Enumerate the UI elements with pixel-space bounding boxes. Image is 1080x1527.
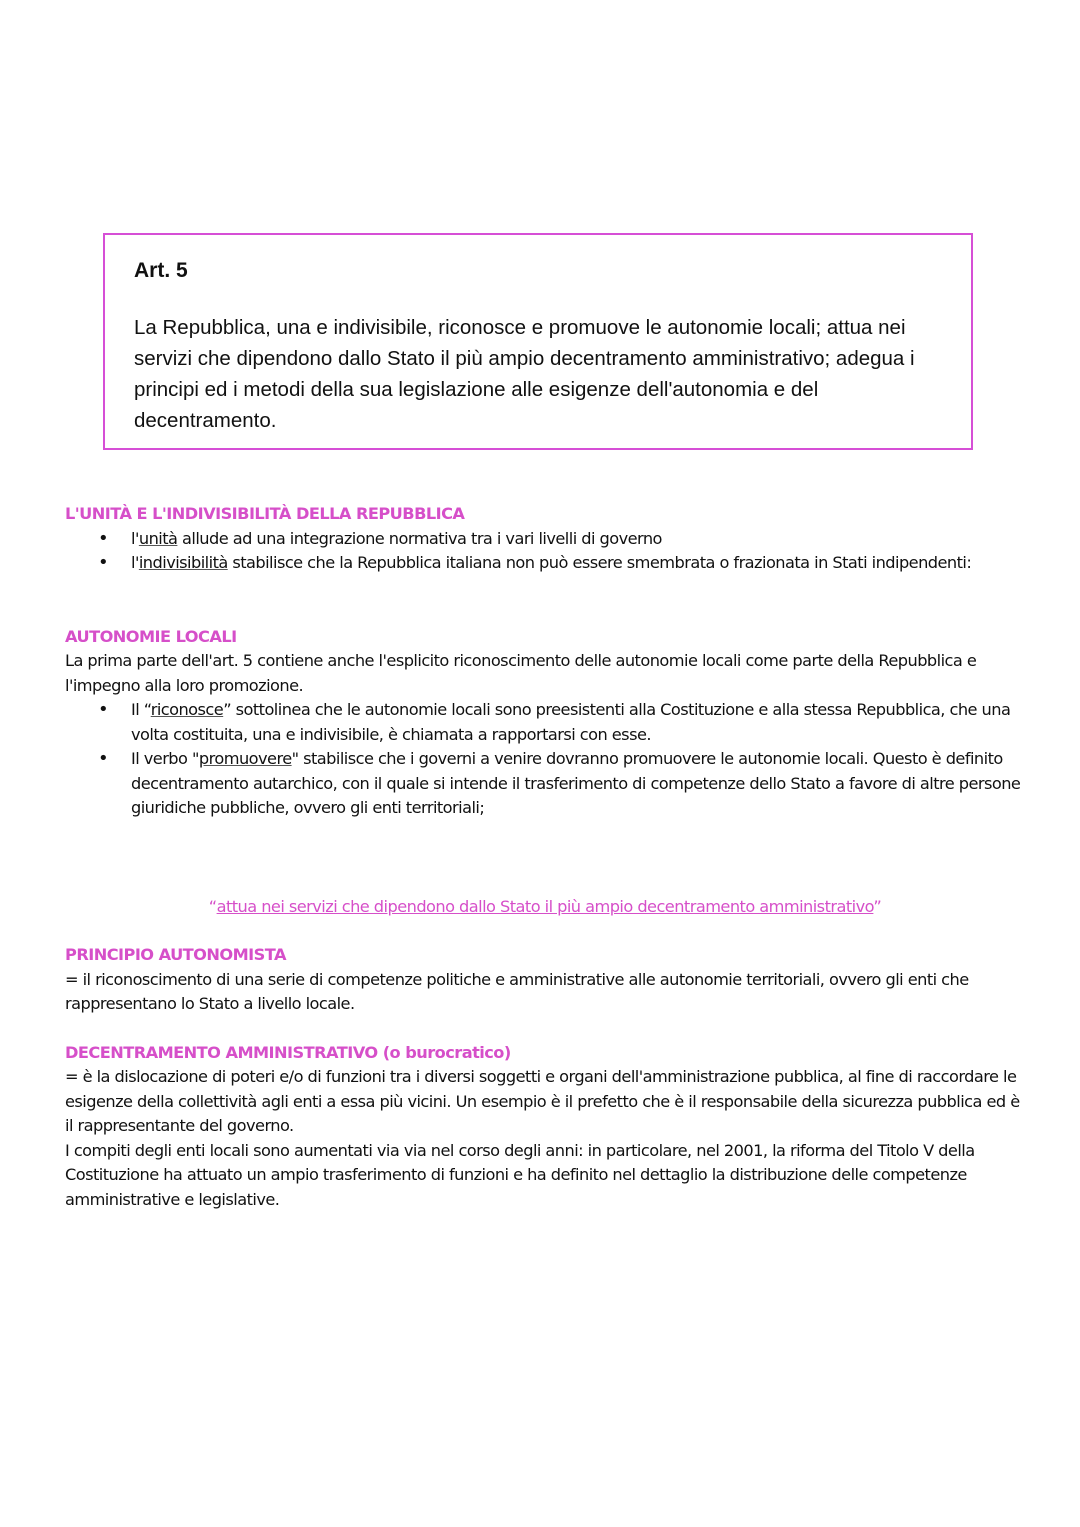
spacer (65, 919, 1025, 943)
bullet-prefix: l' (131, 528, 139, 548)
quote-text: attua nei servizi che dipendono dallo Stato il più ampio decentramento amministrativo (216, 896, 874, 916)
decentramento-text: = è la dislocazione di poteri e/o di funzioni tra i diversi soggetti e organi dell'amministrazione pubblica, al fine di raccordare le esigenze della collettività agli enti a essa più vicini. Un esempio è il prefetto che è il responsabile della sicurezza pubblica ed è il rappresentante del governo. (65, 1067, 1020, 1135)
bullet-prefix: Il “ (131, 700, 151, 719)
heading-unita: L'UNITÀ E L'INDIVISIBILITÀ DELLA REPUBBLICA (65, 504, 465, 523)
article-text: La Repubblica, una e indivisibile, riconosce e promuove le autonomie locali; attua nei servizi che dipendono dallo Stato il più ampio decentramento amministrativo; adegua i principi ed i metodi della sua legislazione alle esigenze dell'autonomia e del decentramento. (134, 316, 915, 432)
decentramento-text-2: I compiti degli enti locali sono aumentati via via nel corso degli anni: in particolare, nel 2001, la riforma del Titolo V della Costituzione ha attuato un ampio trasferimento di funzioni e ha definito nel dettaglio la distribuzione delle competenze amministrative e legislative. (65, 1140, 975, 1209)
quote-close: ” (873, 896, 882, 916)
heading-principio: PRINCIPIO AUTONOMISTA (65, 945, 286, 964)
list-item (131, 527, 1025, 552)
list-item (131, 747, 1025, 821)
bullet-prefix: Il verbo " (131, 749, 199, 768)
bullet-text: " stabilisce che i governi a venire dovranno promuovere le autonomie locali. Questo è definito decentramento autarchico, con il quale si intende il trasferimento di competenze dello Stato a favore di altre persone giuridiche pubbliche, ovvero gli enti territoriali; (131, 749, 1021, 817)
bullet-text: stabilisce che la Repubblica italiana non può essere smembrata o frazionata in Stati indipendenti: (227, 553, 972, 572)
keyword-indivisibilita: indivisibilità (138, 553, 228, 572)
keyword-riconosce: riconosce (150, 700, 224, 719)
list-item (131, 551, 1025, 576)
spacer (65, 1017, 1025, 1041)
autonomie-bullet-list (65, 698, 1025, 821)
spacer (65, 576, 1025, 625)
article-title: Art. 5 (134, 259, 188, 282)
spacer (65, 821, 1025, 895)
unita-bullet-list (65, 527, 1025, 576)
quote-open: “ (208, 896, 217, 916)
list-item (131, 698, 1025, 747)
keyword-unita: unità (138, 528, 178, 548)
heading-decentramento: DECENTRAMENTO AMMINISTRATIVO (o burocratico) (65, 1042, 511, 1062)
autonomie-intro: La prima parte dell'art. 5 contiene anche l'esplicito riconoscimento delle autonomie locali come parte della Repubblica e l'impegno alla loro promozione. (65, 651, 977, 695)
article-box (103, 233, 973, 450)
bullet-text: allude ad una integrazione normativa tra i vari livelli di governo (177, 528, 662, 548)
keyword-promuovere: promuovere (198, 749, 292, 768)
principio-text: = il riconoscimento di una serie di competenze politiche e amministrative alle autonomie territoriali, ovvero gli enti che rappresentano lo Stato a livello locale. (65, 969, 969, 1013)
quote (65, 895, 1025, 920)
bullet-prefix: l' (131, 553, 139, 572)
notes (65, 502, 1025, 1212)
bullet-text: ” sottolinea che le autonomie locali sono preesistenti alla Costituzione e alla stessa Repubblica, che una volta costituita, una e indivisibile, è chiamata a rapportarsi con esse. (131, 700, 1011, 744)
heading-autonomie: AUTONOMIE LOCALI (65, 626, 237, 646)
